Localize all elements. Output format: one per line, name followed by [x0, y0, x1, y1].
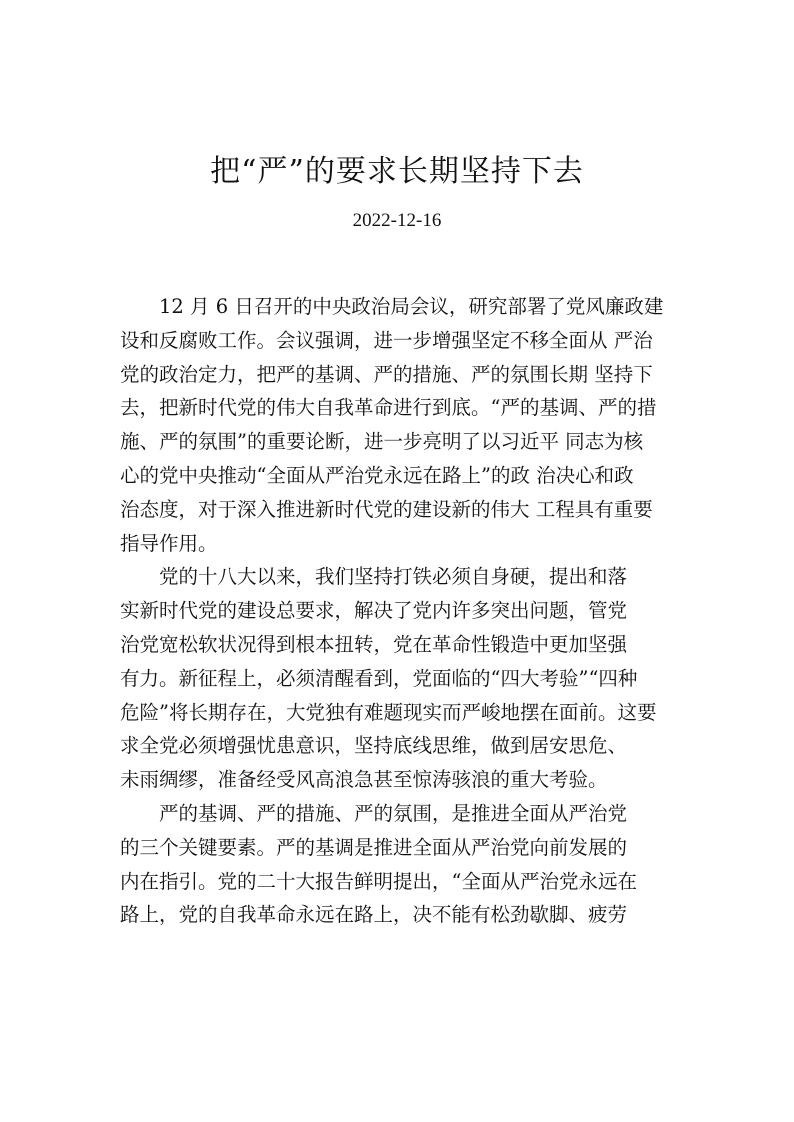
text-line: 未雨绸缪，准备经受风高浪急甚至惊涛骇浪的重大考验。: [120, 768, 608, 792]
text-line: 施、严的氛围”的重要论断，进一步亮明了以习近平 同志为核: [120, 430, 644, 454]
text-line: 实新时代党的建设总要求，解决了党内许多突出问题，管党: [120, 599, 628, 623]
text-line: 严的基调、严的措施、严的氛围，是推进全面从严治党: [159, 801, 628, 825]
text-line: 指导作用。: [120, 531, 218, 555]
publish-date: 2022-12-16: [352, 210, 442, 231]
text-line: 党的十八大以来，我们坚持打铁必须自身硬，提出和落: [159, 565, 628, 589]
text-line: 去，把新时代党的伟大自我革命进行到底。“严的基调、严的措: [120, 396, 657, 420]
text-line: 设和反腐败工作。会议强调，进一步增强坚定不移全面从 严治: [120, 328, 653, 352]
text-line: 路上，党的自我革命永远在路上，决不能有松劲歇脚、疲劳: [120, 903, 628, 927]
text-line: 党的政治定力，把严的基调、严的措施、严的氛围长期 坚持下: [120, 362, 653, 386]
text-line: 心的党中央推动“全面从严治党永远在路上”的政 治决心和政: [120, 463, 634, 487]
page-title: 把“严”的要求长期坚持下去: [210, 154, 584, 189]
text-line: 的三个关键要素。严的基调是推进全面从严治党向前发展的: [120, 835, 628, 859]
text-line: 12 月 6 日召开的中央政治局会议，研究部署了党风廉政建: [159, 295, 664, 318]
text-line: 内在指引。党的二十大报告鲜明提出，“全面从严治党永远在: [120, 869, 637, 893]
text-line: 有力。新征程上，必须清醒看到，党面临的“四大考验”“四种: [120, 666, 638, 690]
article-body: [120, 292, 690, 934]
text-line: 治党宽松软状况得到根本扭转，党在革命性锻造中更加坚强: [120, 632, 628, 656]
text-line: 治态度，对于深入推进新时代党的建设新的伟大 工程具有重要: [120, 497, 653, 521]
text-line: 危险”将长期存在，大党独有难题现实而严峻地摆在面前。这要: [120, 700, 657, 724]
text-line: 求全党必须增强忧患意识，坚持底线思维，做到居安思危、: [120, 734, 628, 758]
